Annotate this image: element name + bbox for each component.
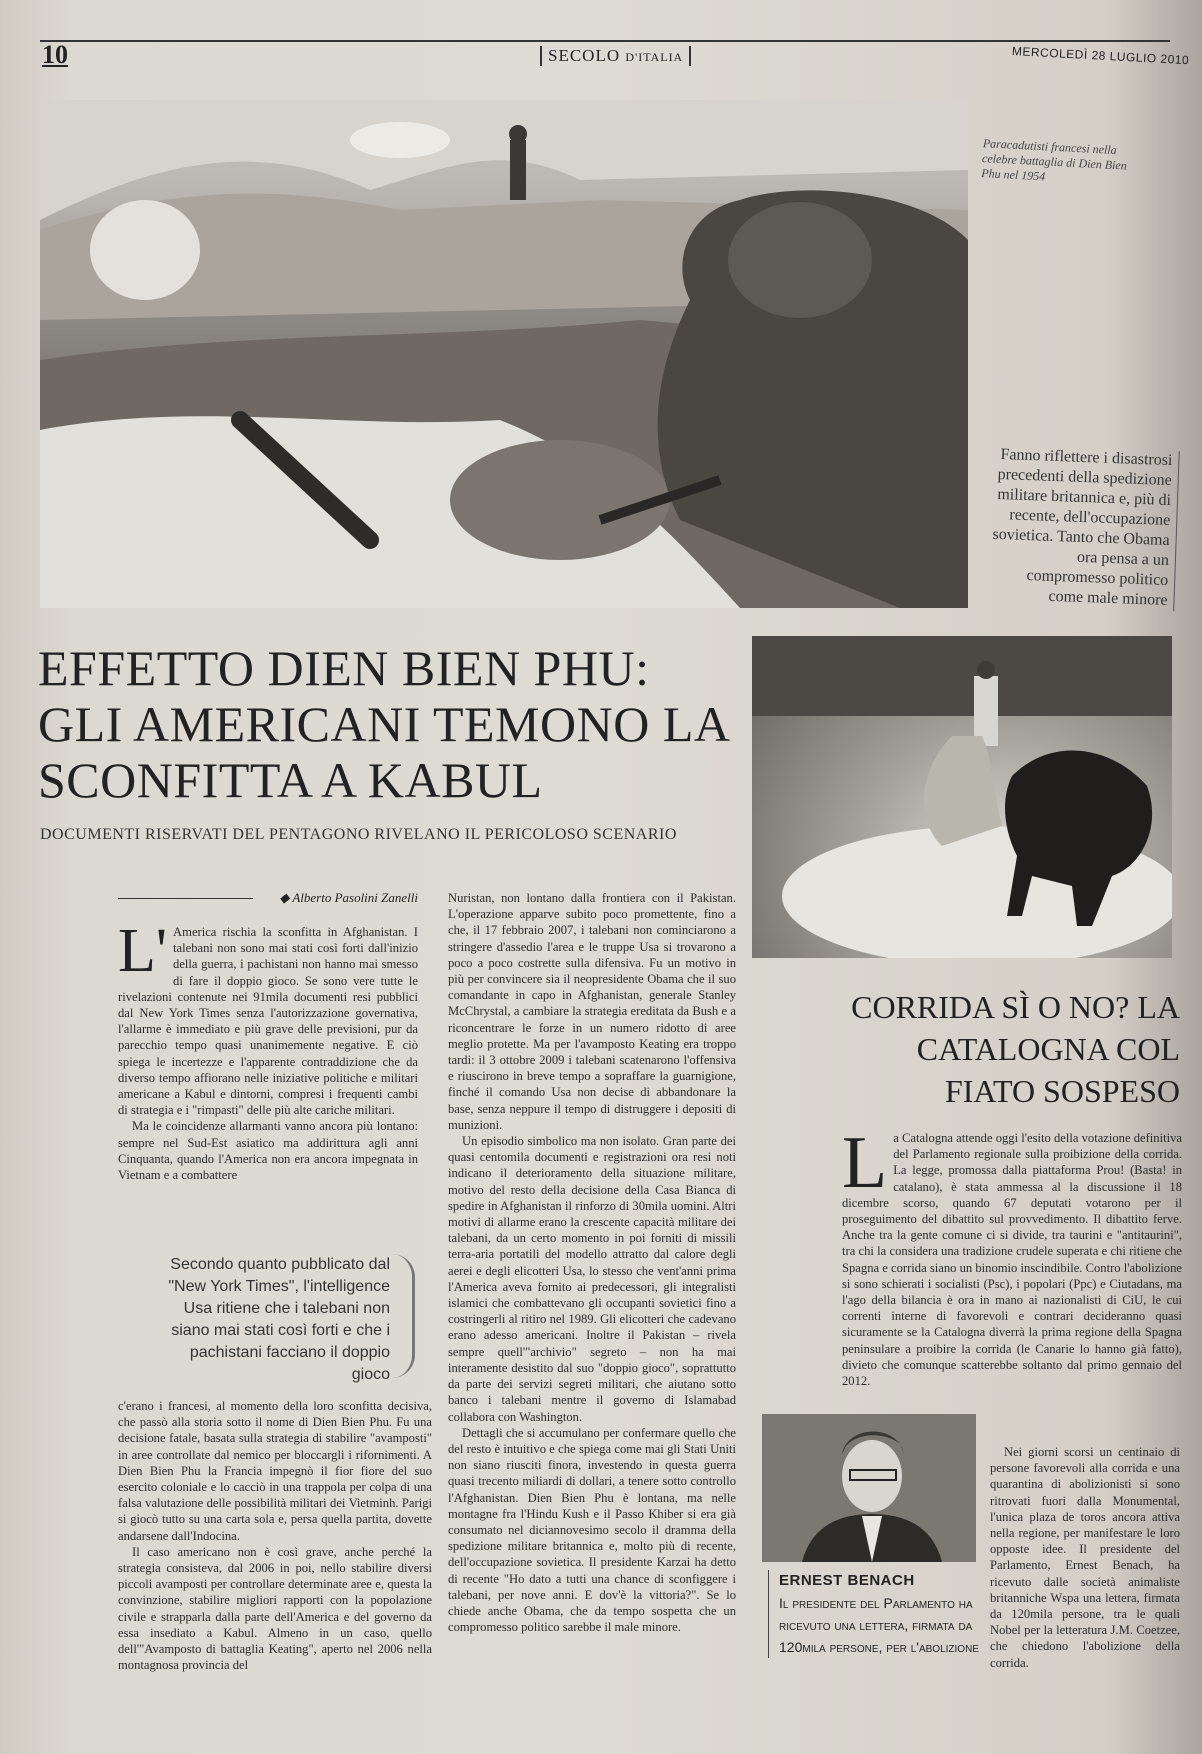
article-paragraph: Nei giorni scorsi un centinaio di persone favorevoli alla corrida e una quarantina di abolizionisti si sono ritrovati fuori dalla Monumental, l'unica plaza de toros ancora attiva nella regione, per manifestare le loro opposte idee. Il presidente del Parlamento, Ernest Benach, ha ricevuto dalle società animaliste britanniche Wspa una lettera, firmata da 120mila persone, tra le quali Nobel per la letteratura J.M. Coetzee, che chiedono l'abolizione della corrida. [990, 1445, 1180, 1670]
pull-quote-brace [392, 1254, 415, 1378]
article-column-1-bottom [118, 1398, 432, 1738]
header-rule [40, 40, 1170, 42]
article-column-2 [448, 890, 736, 1740]
photo-caption: Paracadutisti francesi nella celebre battaglia di Dien Bien Phu nel 1954 [980, 136, 1128, 184]
soldiers-photo-art [40, 100, 968, 608]
article-paragraph: Un episodio simbolico ma non isolato. Gran parte dei quasi centomila documenti e registrazioni ora resi noti indicano il deterioramento della situazione militare, motivo del resto della decisione della Casa Bianca di spedire in Afghanistan il rinforzo di 30mila uomini. Altri motivi di allarme erano la crescente capacità militare dei talebani, da un certo momento in poi forniti di missili terra-aria portatili del modello attratto dal calore degli aerei e degli elicotteri Usa, lo stesso che vent'anni prima l'America aveva fornito ai predecessori, gli integralisti islamici che combattevano gli occupanti sovietici fino a costringerli al ritiro nel 1989. Gli elicotteri che cadevano erano adesso americani. Inoltre il Pakistan – rivela sempre quell'"archivio" segreto – non ha mai interamente desistito dal suo "doppio gioco", soprattutto da parte dei servizi segreti militari, che aiutano sotto banco i talebani mentre il governo di Islamabad collabora con Washington. [448, 1134, 736, 1424]
article-paragraph: La Catalogna attende oggi l'esito della votazione definitiva del Parlamento regionale sulla proibizione della corrida. La legge, promossa dalla piattaforma Prou! (Basta! in catalano), è stata ammessa al la discussione il 18 dicembre scorso, quando 67 deputati votarono per il proseguimento del dibattito sul provvedimento. Il dibattito ferve. Anche tra la gente comune ci si divide, tra taurini e "antitaurini", tra chi la considera una tradizione crudele superata e chi ritiene che Spagna e corrida siano un binomio inscindibile. Contro l'abolizione si sono schierati i socialisti (Psc), i popolari (Ppc) e Ciutadans, ma l'ago della bilancia è ora in mano ai nazionalisti di CiU, le cui correnti interne di favorevoli e contrari decideranno quasi sicuramente se la Catalogna diverrà la prima regione della Spagna peninsulare a proibire la corrida (le Canarie lo hanno già fatto), divieto che comunque scatterebbe soltanto dal primo gennaio del 2012. [842, 1130, 1182, 1389]
article-paragraph: Ma le coincidenze allarmanti vanno ancora più lontano: sempre nel Sud-Est asiatico ma addirittura agli anni Cinquanta, quando l'America non era ancora impegnata in Vietnam e a combattere [118, 1119, 418, 1183]
main-headline: EFFETTO DIEN BIEN PHU: GLI AMERICANI TEMONO LA SCONFITTA A KABUL [38, 640, 728, 808]
article-paragraph: c'erano i francesi, al momento della loro sconfitta decisiva, che passò alla storia sotto il nome di Dien Bien Phu. Fu una decisione fatale, basata sulla strategia di stabilire "avamposti" in aree controllate dal nemico per bloccargli i rifornimenti. A Dien Bien Phu la Francia impegnò il fior fiore del suo esercito coloniale e lo cacciò in una trappola per colpa di una falsa valutazione delle possibilità militari dei Vietminh. Parigi si giocò tutto su una carta sola e, persa quella partita, dovette andarsene dall'Indocina. [118, 1399, 432, 1543]
portrait-photo-art [762, 1414, 976, 1562]
masthead [540, 46, 691, 66]
second-headline: CORRIDA SÌ O NO? LA CATALOGNA COL FIATO SOSPESO [851, 989, 1180, 1109]
dateline: MERCOLEDÌ 28 LUGLIO 2010 [1011, 44, 1190, 68]
drop-cap: L' [118, 924, 168, 985]
portrait-caption [768, 1570, 995, 1658]
article-paragraph: Dettagli che si accumulano per confermare quello che del resto è intuitivo e che spiega come mai gli Stati Uniti non siano riusciti finora, investendo in questa guerra quasi trecento miliardi di dollari, a tenere sotto controllo l'Afghanistan. Dien Bien Phu è lontana, ma nelle montagne fra l'Hindu Kush e il Passo Khiber si era già consumato nel diciannovesimo secolo il dramma della spedizione militare britannica e, molto più di recente, dell'occupazione sovietica. Il presidente Karzai ha detto di recente "Ho dato a tutti una chance di sconfiggere i talebani, per nove anni. E dov'è la vittoria?". Se lo chiede anche Obama, che da tempo sospetta che un compromesso politico sarebbe il male minore. [448, 1425, 736, 1635]
drop-cap-2: L [842, 1130, 888, 1204]
portrait-caption-text: Il presidente del Parlamento ha ricevuto una lettera, firmata da 120mila persone, per l'abolizione [779, 1595, 979, 1655]
masthead-title: SECOLO [548, 46, 621, 65]
page-number: 10 [42, 40, 68, 69]
article-paragraph: Nuristan, non lontano dalla frontiera con il Pakistan. L'operazione apparve subito poco promettente, fino a che, il 17 febbraio 2007, i talebani non cominciarono a stringere d'assedio l'area e le truppe Usa si trovarono a poco a poco costrette sulla difensiva. Fu un motivo in più per convincere sia il neopresidente Obama che il suo comandante in capo in Afghanistan, generale Stanley McChrystal, a cambiare la strategia ereditata da Bush e a riconcentrare le forze in un numero ridotto di aree meglio protette. Ma per l'avamposto Keating era troppo tardi: il 3 ottobre 2009 i talebani scatenarono l'offensiva e riuscirono in breve tempo a sopraffare la guarnigione, finché il comando Usa non decise di abbandonare la base, senza neppure il tempo di distruggere i depositi di munizioni. [448, 891, 736, 1132]
pull-quote-left: Secondo quanto pubblicato dal "New York Times", l'intelligence Usa ritiene che i talebani non siano mai stati così forti e che i pachistani facciano il doppio gioco [168, 1256, 390, 1383]
pull-quote-right: Fanno riflettere i disastrosi precedenti della spedizione militare britannica e, più di recente, dell'occupazione sovietica. Tanto che Obama ora pensa a un compromesso politico come male minore [987, 445, 1179, 611]
bullfight-photo-art [752, 636, 1172, 958]
article-column-3-bottom [990, 1444, 1180, 1740]
soldiers-photo [40, 100, 968, 608]
article-column-3 [842, 1130, 1182, 1440]
article-column-1-top [118, 924, 418, 1246]
portrait-name: ERNEST BENACH [779, 1572, 915, 1589]
article-paragraph: L' America rischia la sconfitta in Afghanistan. I talebani non sono mai stati così forti dall'inizio della guerra, i pachistani non hanno mai smesso di fare il doppio gioco. Se sono vere tutte le rivelazioni contenute nei 91mila documenti resi pubblici dal New York Times senza l'autorizzazione governativa, l'allarme è immediato e più grave delle previsioni, pur da parecchio tempo quasi unanimemente negative. E ciò spiega le incertezze e l'apparente contraddizione che da diverso tempo affiorano nelle iniziative politiche e militari americane a Kabul e dintorni, compresi i frequenti cambi di strategia e i "rimpasti" delle più alte cariche militari. [118, 924, 418, 1118]
article-paragraph: Il caso americano non è così grave, anche perché la strategia consisteva, dal 2006 in poi, nello stabilire diversi piccoli avamposti per controllare determinate aree e, questa la convinzione, stabilire migliori rapporti con la popolazione civile e strapparla dalla parte dell'America e del governo da essa insediato a Kabul. Almeno in un caso, quello dell'"Avamposto di battaglia Keating", aperto nel 2006 nella montagnosa provincia del [118, 1544, 432, 1673]
main-subhead: DOCUMENTI RISERVATI DEL PENTAGONO RIVELANO IL PERICOLOSO SCENARIO [40, 826, 677, 843]
portrait-photo [762, 1414, 976, 1562]
byline: ◆ Alberto Pasolini Zanelli [118, 890, 418, 906]
bullfight-photo [752, 636, 1172, 958]
masthead-subtitle: D'ITALIA [625, 50, 684, 64]
